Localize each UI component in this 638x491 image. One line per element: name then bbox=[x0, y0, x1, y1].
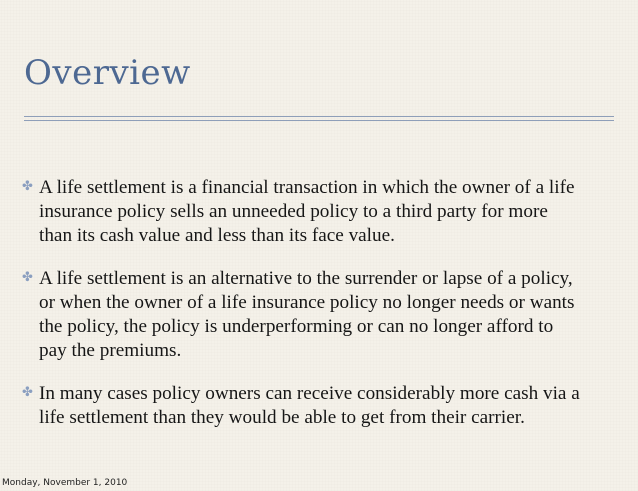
title-divider-top bbox=[24, 116, 614, 117]
footer-date: Monday, November 1, 2010 bbox=[2, 478, 128, 488]
slide-title: Overview bbox=[24, 53, 191, 93]
bullet-text bbox=[39, 382, 633, 430]
title-divider-bottom bbox=[24, 120, 614, 121]
fleur-star-icon: ✤ bbox=[22, 270, 33, 285]
bullet-line: the policy, the policy is underperforming or can no longer afford to bbox=[39, 316, 554, 337]
bullet-line: life settlement than they would be able to get from their carrier. bbox=[39, 407, 525, 428]
bullet-text bbox=[39, 267, 633, 363]
fleur-star-icon: ✤ bbox=[22, 385, 33, 400]
bullet-line: In many cases policy owners can receive considerably more cash via a bbox=[39, 383, 580, 404]
bullet-line: or when the owner of a life insurance policy no longer needs or wants bbox=[39, 292, 575, 313]
fleur-star-icon: ✤ bbox=[22, 179, 33, 194]
bullet-text bbox=[39, 176, 633, 248]
bullet-line: A life settlement is an alternative to the surrender or lapse of a policy, bbox=[39, 268, 573, 289]
bullet-line: insurance policy sells an unneeded policy to a third party for more bbox=[39, 201, 548, 222]
bullet-line: pay the premiums. bbox=[39, 340, 182, 361]
bullet-line: than its cash value and less than its face value. bbox=[39, 225, 395, 246]
bullet-line: A life settlement is a financial transaction in which the owner of a life bbox=[39, 177, 575, 198]
